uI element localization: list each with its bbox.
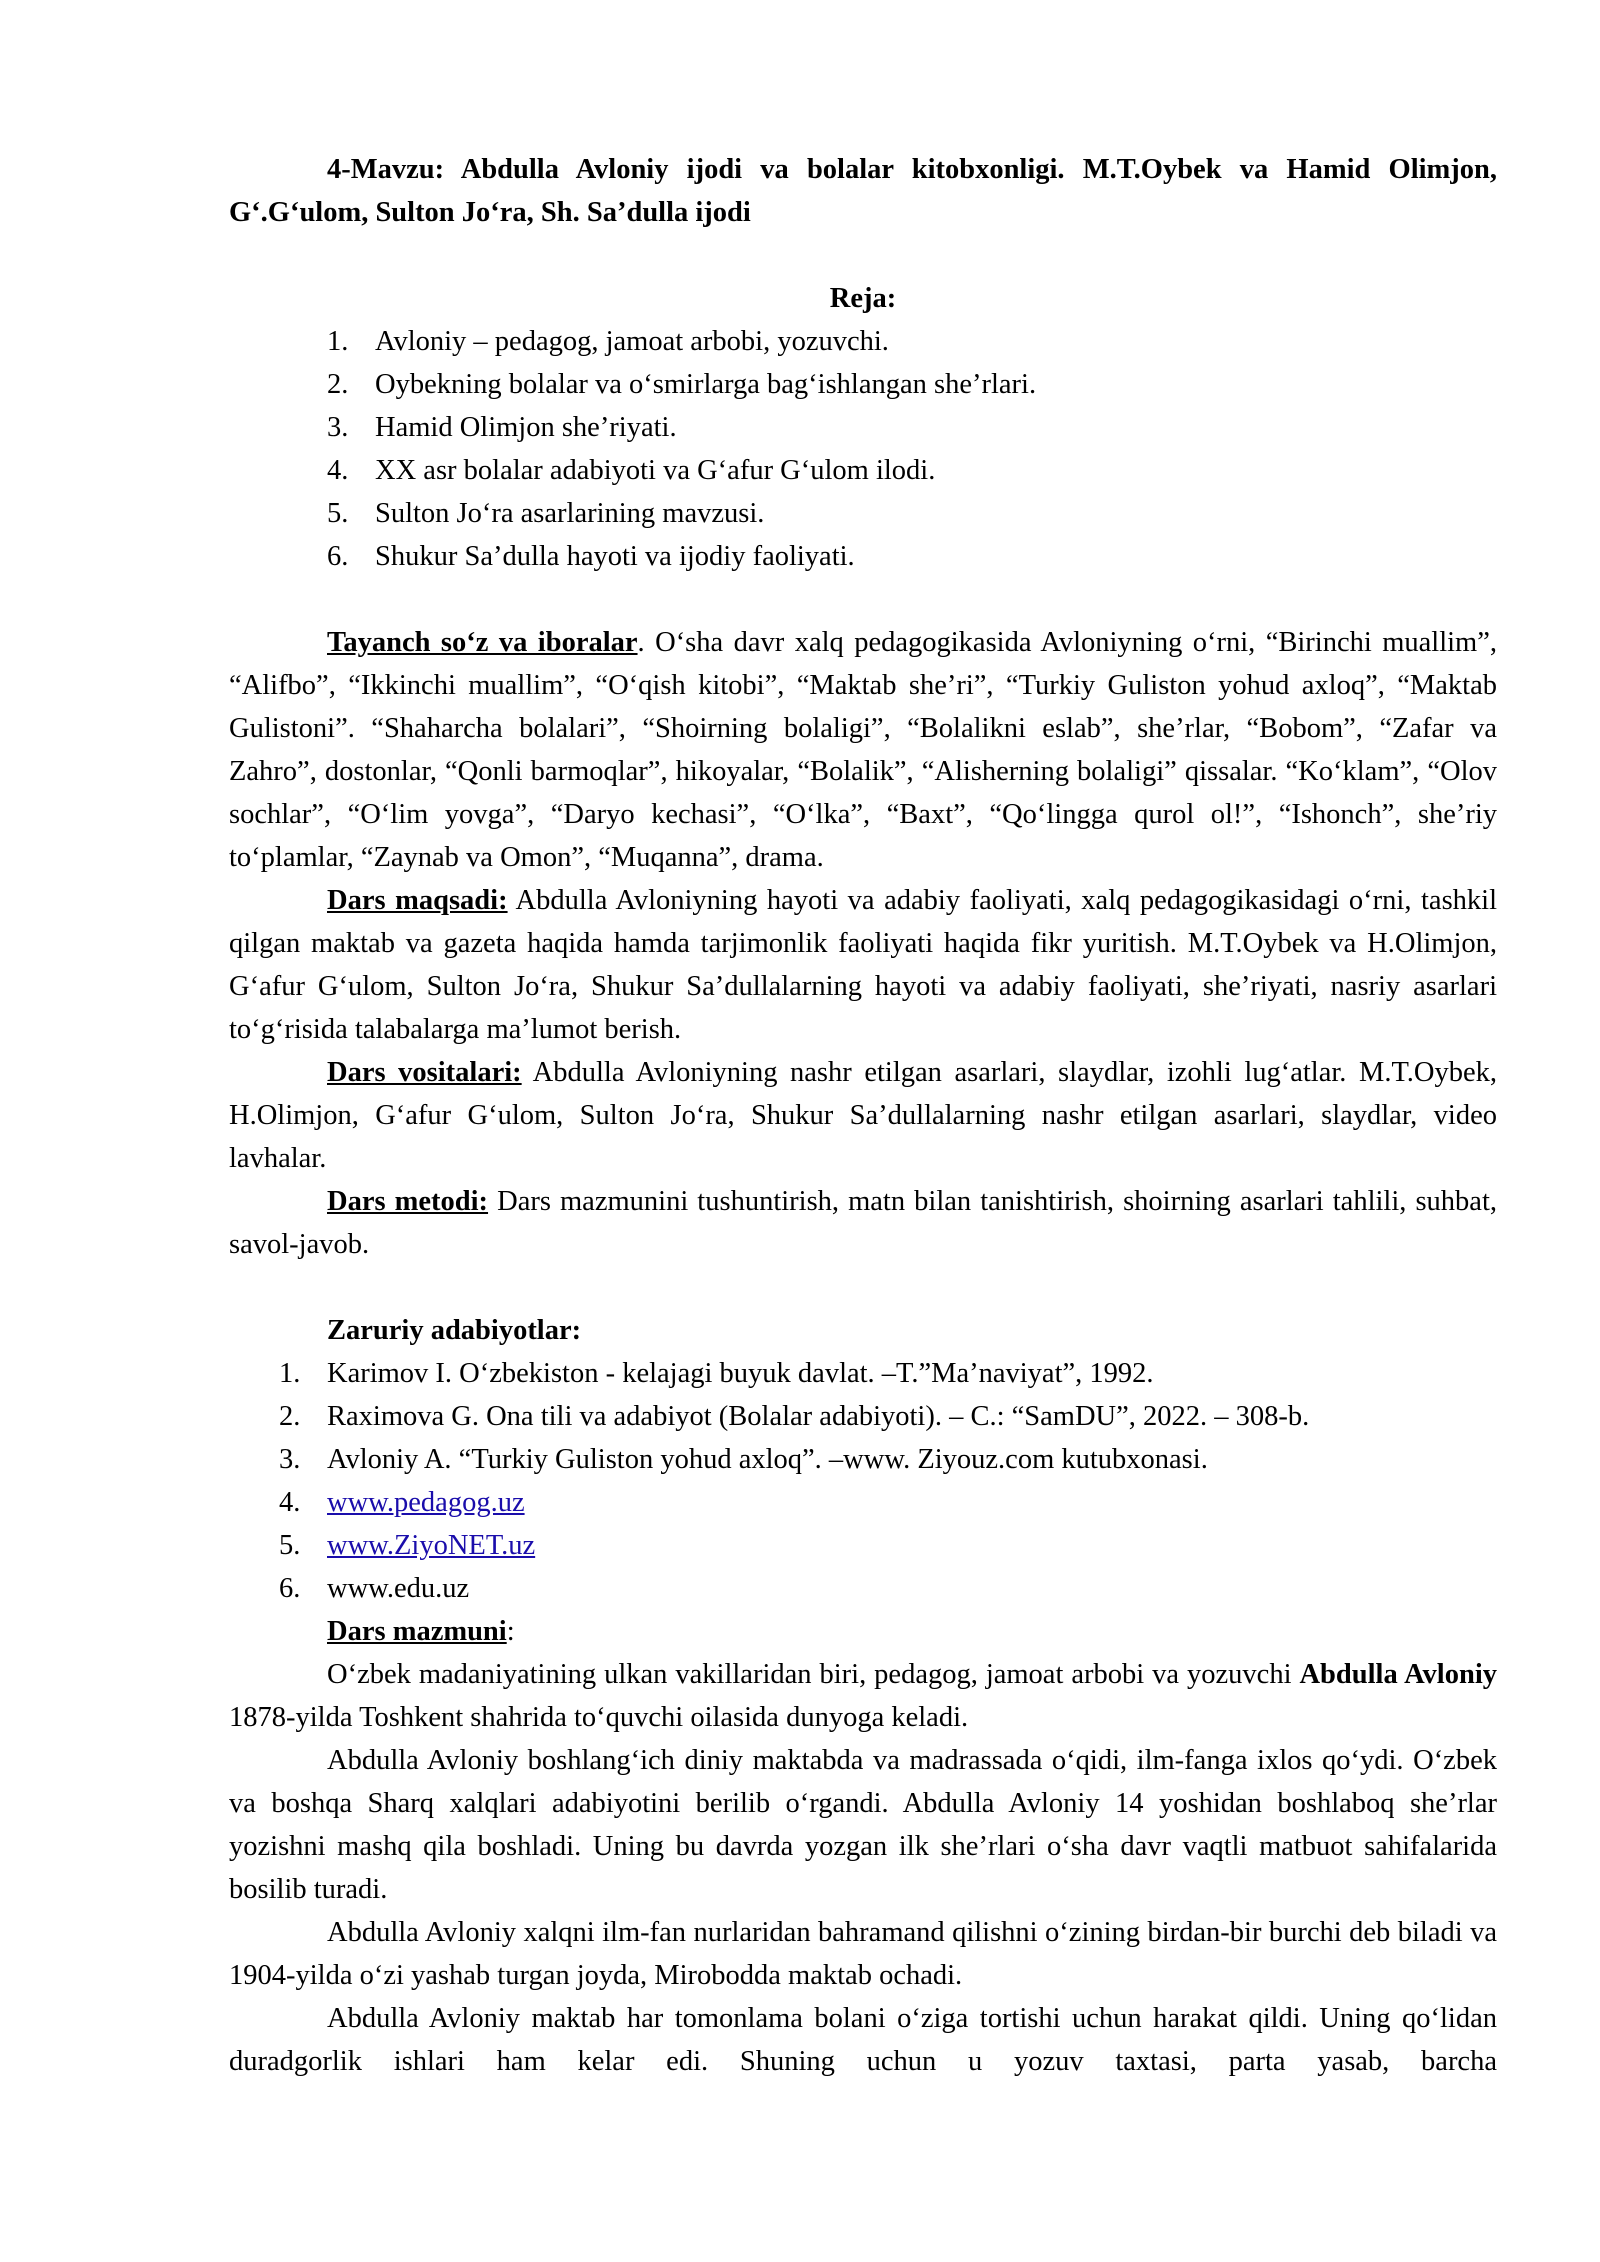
list-text: Avloniy A. “Turkiy Guliston yohud axloq”. –www. Ziyouz.com kutubxonasi. — [327, 1444, 1208, 1475]
vositalar-paragraph — [229, 1051, 1497, 1180]
list-item — [229, 1352, 1497, 1395]
metodi-label: Dars metodi: — [327, 1186, 489, 1217]
list-number: 1. — [279, 1358, 301, 1389]
list-item — [229, 1438, 1497, 1481]
spacer — [229, 1266, 1497, 1309]
list-text: www.edu.uz — [327, 1573, 470, 1604]
author-name: Abdulla Avloniy — [1299, 1659, 1497, 1690]
mazmun-label: Dars mazmuni — [327, 1616, 507, 1647]
list-number: 6. — [279, 1573, 301, 1604]
link-ziyonet[interactable]: www.ZiyoNET.uz — [327, 1530, 536, 1561]
list-text: Sulton Jo‘ra asarlarining mavzusi. — [375, 498, 765, 529]
list-number: 5. — [327, 498, 349, 529]
list-text: Raximova G. Ona tili va adabiyot (Bolalar adabiyoti). – C.: “SamDU”, 2022. – 308-b. — [327, 1401, 1310, 1432]
list-number: 2. — [279, 1401, 301, 1432]
maqsad-label: Dars maqsadi: — [327, 885, 508, 916]
tayanch-label: Tayanch so‘z va iboralar — [327, 627, 638, 658]
list-number: 3. — [279, 1444, 301, 1475]
paragraph-text: 1878-yilda Toshkent shahrida to‘quvchi oilasida dunyoga keladi. — [229, 1702, 969, 1733]
mazmun-paragraph-2: Abdulla Avloniy boshlang‘ich diniy maktabda va madrassada o‘qidi, ilm-fanga ixlos qo‘ydi. O‘zbek va boshqa Sharq xalqlari adabiyotini berilib o‘rgandi. Abdulla Avloniy 14 yoshidan boshlaboq she’rlar yozishni mashq qila boshladi. Uning bu davrda yozgan ilk she’rlari o‘sha davr vaqtli matbuot sahifalarida bosilib turadi. — [229, 1745, 1497, 1905]
list-item — [229, 1481, 1497, 1524]
metodi-paragraph — [229, 1180, 1497, 1266]
list-item — [229, 535, 1497, 578]
list-number: 1. — [327, 326, 349, 357]
list-text: Avloniy – pedagog, jamoat arbobi, yozuvchi. — [375, 326, 889, 357]
list-number: 4. — [279, 1487, 301, 1518]
metodi-text: Dars mazmunini tushuntirish, matn bilan tanishtirish, shoirning asarlari tahlili, suhbat, savol-javob. — [229, 1186, 1497, 1260]
list-text: Hamid Olimjon she’riyati. — [375, 412, 677, 443]
vositalar-text: Abdulla Avloniyning nashr etilgan asarlari, slaydlar, izohli lug‘atlar. M.T.Oybek, H.Olimjon, G‘afur G‘ulom, Sulton Jo‘ra, Shukur Sa’dullalarning nashr etilgan asarlari, slaydlar, video lavhalar. — [229, 1057, 1497, 1174]
mazmun-colon: : — [506, 1616, 515, 1647]
list-number: 2. — [327, 369, 349, 400]
list-number: 6. — [327, 541, 349, 572]
list-item — [229, 1524, 1497, 1567]
adabiyotlar-heading: Zaruriy adabiyotlar: — [327, 1315, 582, 1346]
mazmun-paragraph-1 — [229, 1653, 1497, 1739]
adabiyotlar-list — [229, 1352, 1497, 1610]
list-item — [229, 1395, 1497, 1438]
list-item — [229, 363, 1497, 406]
list-text: Oybekning bolalar va o‘smirlarga bag‘ishlangan she’rlari. — [375, 369, 1037, 400]
list-text: Shukur Sa’dulla hayoti va ijodiy faoliyati. — [375, 541, 855, 572]
list-item — [229, 406, 1497, 449]
maqsad-paragraph — [229, 879, 1497, 1051]
spacer — [229, 234, 1497, 277]
list-number: 4. — [327, 455, 349, 486]
mazmun-paragraph-3: Abdulla Avloniy xalqni ilm-fan nurlaridan bahramand qilishni o‘zining birdan-bir burchi deb biladi va 1904-yilda o‘zi yashab turgan joyda, Mirobodda maktab ochadi. — [229, 1917, 1497, 1991]
mazmun-paragraph-4: Abdulla Avloniy maktab har tomonlama bolani o‘ziga tortishi uchun harakat qildi. Uning qo‘lidan duradgorlik ishlari ham kelar edi. Shuning uchun u yozuv taxtasi, parta yasab, barcha — [229, 2003, 1497, 2077]
list-text: Karimov I. O‘zbekiston - kelajagi buyuk davlat. –T.”Ma’naviyat”, 1992. — [327, 1358, 1154, 1389]
list-item — [229, 1567, 1497, 1610]
lesson-title: 4-Mavzu: Abdulla Avloniy ijodi va bolalar kitobxonligi. M.T.Oybek va Hamid Olimjon, G‘.G‘ulom, Sulton Jo‘ra, Sh. Sa’dulla ijodi — [229, 154, 1497, 228]
maqsad-text: Abdulla Avloniyning hayoti va adabiy faoliyati, xalq pedagogikasidagi o‘rni, tashkil qilgan maktab va gazeta haqida hamda tarjimonlik faoliyati haqida fikr yuritish. M.T.Oybek va H.Olimjon, G‘afur G‘ulom, Sulton Jo‘ra, Shukur Sa’dullalarning hayoti va adabiy faoliyati, she’riyati, nasriy asarlari to‘g‘risida talabalarga ma’lumot berish. — [229, 885, 1497, 1045]
vositalar-label: Dars vositalari: — [327, 1057, 522, 1088]
link-pedagog[interactable]: www.pedagog.uz — [327, 1487, 525, 1518]
spacer — [229, 578, 1497, 621]
tayanch-text: . O‘sha davr xalq pedagogikasida Avloniyning o‘rni, “Birinchi muallim”, “Alifbo”, “Ikkinchi muallim”, “O‘qish kitobi”, “Maktab she’ri”, “Turkiy Guliston yohud axloq”, “Maktab Gulistoni”. “Shaharcha bolalari”, “Shoirning bolaligi”, “Bolalikni eslab”, she’rlar, “Bobom”, “Zafar va Zahro”, dostonlar, “Qonli barmoqlar”, hikoyalar, “Bolalik”, “Alisherning bolaligi” qissalar. “Ko‘klam”, “Olov sochlar”, “O‘lim yovga”, “Daryo kechasi”, “O‘lka”, “Baxt”, “Qo‘lingga qurol ol!”, “Ishonch”, she’riy to‘plamlar, “Zaynab va Omon”, “Muqanna”, drama. — [229, 627, 1497, 873]
list-number: 5. — [279, 1530, 301, 1561]
list-number: 3. — [327, 412, 349, 443]
list-item — [229, 492, 1497, 535]
document-page — [229, 148, 1497, 2083]
list-text: XX asr bolalar adabiyoti va G‘afur G‘ulom ilodi. — [375, 455, 936, 486]
mazmun-heading-line — [229, 1610, 1497, 1653]
reja-heading: Reja: — [829, 283, 897, 314]
tayanch-paragraph — [229, 621, 1497, 879]
list-item — [229, 320, 1497, 363]
paragraph-text: O‘zbek madaniyatining ulkan vakillaridan biri, pedagog, jamoat arbobi va yozuvchi — [327, 1659, 1300, 1690]
list-item — [229, 449, 1497, 492]
reja-list — [229, 320, 1497, 578]
